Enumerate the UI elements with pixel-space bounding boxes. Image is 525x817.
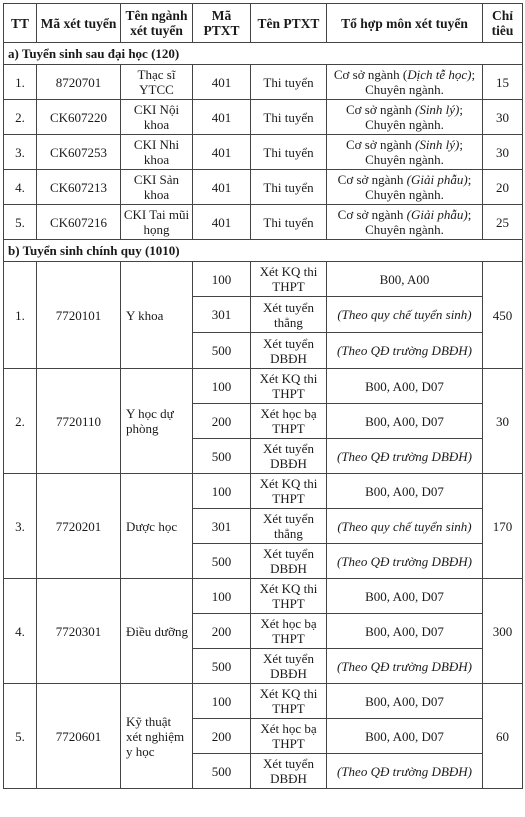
table-row xyxy=(4,684,523,719)
row-to-hop: B00, A00, D07 xyxy=(327,719,483,754)
row-tt: 5. xyxy=(4,205,37,240)
row-ma-ptxt: 100 xyxy=(193,579,251,614)
row-ten-ptxt: Xét KQ thi THPT xyxy=(251,474,327,509)
row-ten-ptxt: Xét KQ thi THPT xyxy=(251,369,327,404)
row-chi-tieu: 60 xyxy=(483,684,523,789)
header-chi-tieu: Chỉ tiêu xyxy=(483,4,523,43)
row-ma-ptxt: 100 xyxy=(193,474,251,509)
row-ten-nganh: Điều dưỡng xyxy=(121,579,193,684)
row-to-hop xyxy=(327,205,483,240)
row-ten-ptxt: Thi tuyển xyxy=(251,170,327,205)
row-ten-nganh: Dược học xyxy=(121,474,193,579)
row-chi-tieu: 450 xyxy=(483,262,523,369)
to-hop-prefix: Cơ sở ngành xyxy=(345,137,415,152)
row-ma-ptxt: 401 xyxy=(193,65,251,100)
row-ma-ptxt: 500 xyxy=(193,544,251,579)
row-ma: 7720201 xyxy=(37,474,121,579)
row-to-hop: B00, A00, D07 xyxy=(327,614,483,649)
to-hop-subject: (Giải phẫu) xyxy=(406,207,468,222)
row-ten-nganh: Y học dự phòng xyxy=(121,369,193,474)
row-ma-ptxt: 100 xyxy=(193,684,251,719)
row-ma-ptxt: 301 xyxy=(193,509,251,544)
header-ten-nganh: Tên ngành xét tuyển xyxy=(121,4,193,43)
row-ma-ptxt: 100 xyxy=(193,369,251,404)
header-tt: TT xyxy=(4,4,37,43)
row-to-hop: B00, A00, D07 xyxy=(327,684,483,719)
table-row xyxy=(4,262,523,297)
row-to-hop: B00, A00, D07 xyxy=(327,474,483,509)
table-row xyxy=(4,474,523,509)
row-ma: 8720701 xyxy=(37,65,121,100)
table-row xyxy=(4,579,523,614)
row-chi-tieu: 15 xyxy=(483,65,523,100)
row-chi-tieu: 25 xyxy=(483,205,523,240)
row-ma-ptxt: 401 xyxy=(193,100,251,135)
row-ten-nganh: CKI Nội khoa xyxy=(121,100,193,135)
row-to-hop: B00, A00, D07 xyxy=(327,579,483,614)
row-to-hop xyxy=(327,100,483,135)
row-ten-nganh: Y khoa xyxy=(121,262,193,369)
header-to-hop: Tổ hợp môn xét tuyển xyxy=(327,4,483,43)
header-ma: Mã xét tuyển xyxy=(37,4,121,43)
row-ten-nganh: Thạc sĩ YTCC xyxy=(121,65,193,100)
table-row xyxy=(4,369,523,404)
row-to-hop: (Theo QĐ trường DBĐH) xyxy=(327,333,483,369)
row-chi-tieu: 30 xyxy=(483,135,523,170)
table-row xyxy=(4,65,523,100)
row-ma-ptxt: 500 xyxy=(193,649,251,684)
to-hop-prefix: Cơ sở ngành xyxy=(337,172,407,187)
row-tt: 1. xyxy=(4,262,37,369)
row-tt: 2. xyxy=(4,100,37,135)
row-tt: 3. xyxy=(4,135,37,170)
row-ten-ptxt: Thi tuyển xyxy=(251,135,327,170)
row-tt: 5. xyxy=(4,684,37,789)
row-ma-ptxt: 200 xyxy=(193,614,251,649)
to-hop-prefix: Cơ sở ngành xyxy=(337,207,407,222)
row-ten-nganh: CKI Sản khoa xyxy=(121,170,193,205)
admission-table xyxy=(3,3,523,789)
row-to-hop: (Theo QĐ trường DBĐH) xyxy=(327,544,483,579)
to-hop-suffix: ; Chuyên ngành. xyxy=(365,137,464,167)
table-row xyxy=(4,205,523,240)
row-ten-nganh: CKI Nhi khoa xyxy=(121,135,193,170)
row-tt: 4. xyxy=(4,170,37,205)
to-hop-subject: (Sinh lý) xyxy=(414,137,460,152)
row-ma-ptxt: 301 xyxy=(193,297,251,333)
row-ten-ptxt: Xét tuyển DBĐH xyxy=(251,333,327,369)
to-hop-suffix: ; Chuyên ngành. xyxy=(365,172,472,202)
row-ma: CK607216 xyxy=(37,205,121,240)
row-chi-tieu: 20 xyxy=(483,170,523,205)
header-ten-ptxt: Tên PTXT xyxy=(251,4,327,43)
row-to-hop: B00, A00, D07 xyxy=(327,369,483,404)
row-ten-ptxt: Xét KQ thi THPT xyxy=(251,579,327,614)
row-ten-ptxt: Xét học bạ THPT xyxy=(251,719,327,754)
row-ma-ptxt: 200 xyxy=(193,719,251,754)
row-ma: 7720601 xyxy=(37,684,121,789)
row-ten-nganh: CKI Tai mũi họng xyxy=(121,205,193,240)
row-ten-nganh: Kỹ thuật xét nghiệm y học xyxy=(121,684,193,789)
row-ten-ptxt: Xét tuyển DBĐH xyxy=(251,754,327,789)
row-ten-ptxt: Xét KQ thi THPT xyxy=(251,262,327,297)
row-chi-tieu: 30 xyxy=(483,100,523,135)
row-ten-ptxt: Xét tuyển thẳng xyxy=(251,297,327,333)
to-hop-subject: (Giải phẫu) xyxy=(406,172,468,187)
header-row xyxy=(4,4,523,43)
row-to-hop: B00, A00 xyxy=(327,262,483,297)
row-ma: CK607220 xyxy=(37,100,121,135)
row-ma-ptxt: 500 xyxy=(193,333,251,369)
to-hop-subject: Dịch tễ học) xyxy=(407,67,472,82)
row-ten-ptxt: Thi tuyển xyxy=(251,65,327,100)
row-ma: 7720110 xyxy=(37,369,121,474)
to-hop-suffix: ; Chuyên ngành. xyxy=(365,102,464,132)
row-to-hop: (Theo quy chế tuyển sinh) xyxy=(327,509,483,544)
row-ten-ptxt: Xét tuyển thẳng xyxy=(251,509,327,544)
row-ma: CK607253 xyxy=(37,135,121,170)
row-ten-ptxt: Xét tuyển DBĐH xyxy=(251,544,327,579)
row-ten-ptxt: Xét học bạ THPT xyxy=(251,614,327,649)
row-to-hop: (Theo QĐ trường DBĐH) xyxy=(327,754,483,789)
table-row xyxy=(4,100,523,135)
row-ma-ptxt: 401 xyxy=(193,170,251,205)
row-ma-ptxt: 200 xyxy=(193,404,251,439)
table-body xyxy=(4,43,523,789)
table-row xyxy=(4,170,523,205)
row-ma-ptxt: 401 xyxy=(193,135,251,170)
row-chi-tieu: 30 xyxy=(483,369,523,474)
row-to-hop: (Theo quy chế tuyển sinh) xyxy=(327,297,483,333)
to-hop-prefix: Cơ sở ngành xyxy=(345,102,415,117)
to-hop-subject: (Sinh lý) xyxy=(414,102,460,117)
row-to-hop xyxy=(327,135,483,170)
to-hop-prefix: Cơ sở ngành ( xyxy=(333,67,408,82)
row-ma-ptxt: 500 xyxy=(193,754,251,789)
row-ten-ptxt: Thi tuyển xyxy=(251,205,327,240)
row-tt: 1. xyxy=(4,65,37,100)
row-ten-ptxt: Xét tuyển DBĐH xyxy=(251,439,327,474)
to-hop-suffix: ; Chuyên ngành. xyxy=(365,67,476,97)
row-ten-ptxt: Xét KQ thi THPT xyxy=(251,684,327,719)
row-to-hop: B00, A00, D07 xyxy=(327,404,483,439)
row-tt: 2. xyxy=(4,369,37,474)
row-ten-ptxt: Xét tuyển DBĐH xyxy=(251,649,327,684)
row-to-hop: (Theo QĐ trường DBĐH) xyxy=(327,439,483,474)
row-ma: CK607213 xyxy=(37,170,121,205)
row-ma: 7720301 xyxy=(37,579,121,684)
row-to-hop: (Theo QĐ trường DBĐH) xyxy=(327,649,483,684)
row-ten-ptxt: Thi tuyển xyxy=(251,100,327,135)
row-tt: 4. xyxy=(4,579,37,684)
row-ma-ptxt: 500 xyxy=(193,439,251,474)
section-b-row xyxy=(4,240,523,262)
row-ma-ptxt: 100 xyxy=(193,262,251,297)
section-a-row xyxy=(4,43,523,65)
row-chi-tieu: 300 xyxy=(483,579,523,684)
row-to-hop xyxy=(327,170,483,205)
table-row xyxy=(4,135,523,170)
row-to-hop xyxy=(327,65,483,100)
row-chi-tieu: 170 xyxy=(483,474,523,579)
row-ma-ptxt: 401 xyxy=(193,205,251,240)
section-b-title: b) Tuyển sinh chính quy (1010) xyxy=(4,240,523,262)
section-a-title: a) Tuyển sinh sau đại học (120) xyxy=(4,43,523,65)
to-hop-suffix: ; Chuyên ngành. xyxy=(365,207,472,237)
row-ten-ptxt: Xét học bạ THPT xyxy=(251,404,327,439)
row-tt: 3. xyxy=(4,474,37,579)
header-ma-ptxt: Mã PTXT xyxy=(193,4,251,43)
row-ma: 7720101 xyxy=(37,262,121,369)
